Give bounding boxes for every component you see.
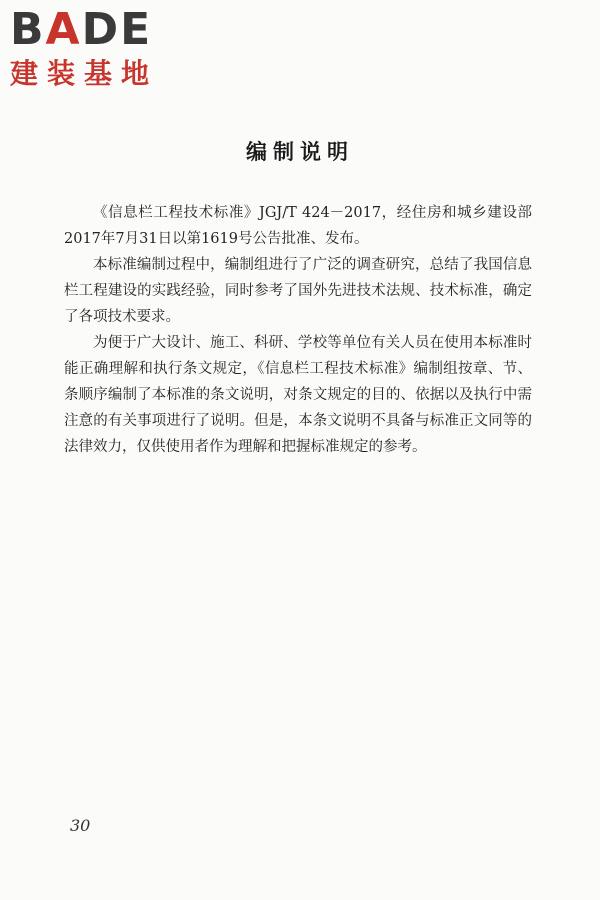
paragraph-2: 本标准编制过程中，编制组进行了广泛的调查研究，总结了我国信息栏工程建设的实践经验，同时参考了国外先进技术法规、技术标准，确定了各项技术要求。 xyxy=(64,257,532,325)
page-number: 30 xyxy=(70,816,91,835)
watermark-brand-text xyxy=(10,6,180,54)
page-title: 编制说明 xyxy=(246,140,354,164)
brand-letter-a: A xyxy=(45,4,82,55)
bade-watermark-logo xyxy=(10,6,180,92)
brand-letters-de: DE xyxy=(81,4,153,55)
watermark-subtitle: 建装基地 xyxy=(10,57,159,90)
paragraph-1: 《信息栏工程技术标准》JGJ/T 424－2017，经住房和城乡建设部2017年7月31日以第1619号公告批准、发布。 xyxy=(64,205,532,247)
document-body xyxy=(64,200,532,460)
brand-letter-b: B xyxy=(10,4,46,55)
paragraph-3: 为便于广大设计、施工、科研、学校等单位有关人员在使用本标准时能正确理解和执行条文规定，《信息栏工程技术标准》编制组按章、节、条顺序编制了本标准的条文说明，对条文规定的目的、依据以及执行中需注意的有关事项进行了说明。但是，本条文说明不具备与标准正文同等的法律效力，仅供使用者作为理解和把握标准规定的参考。 xyxy=(64,335,532,455)
